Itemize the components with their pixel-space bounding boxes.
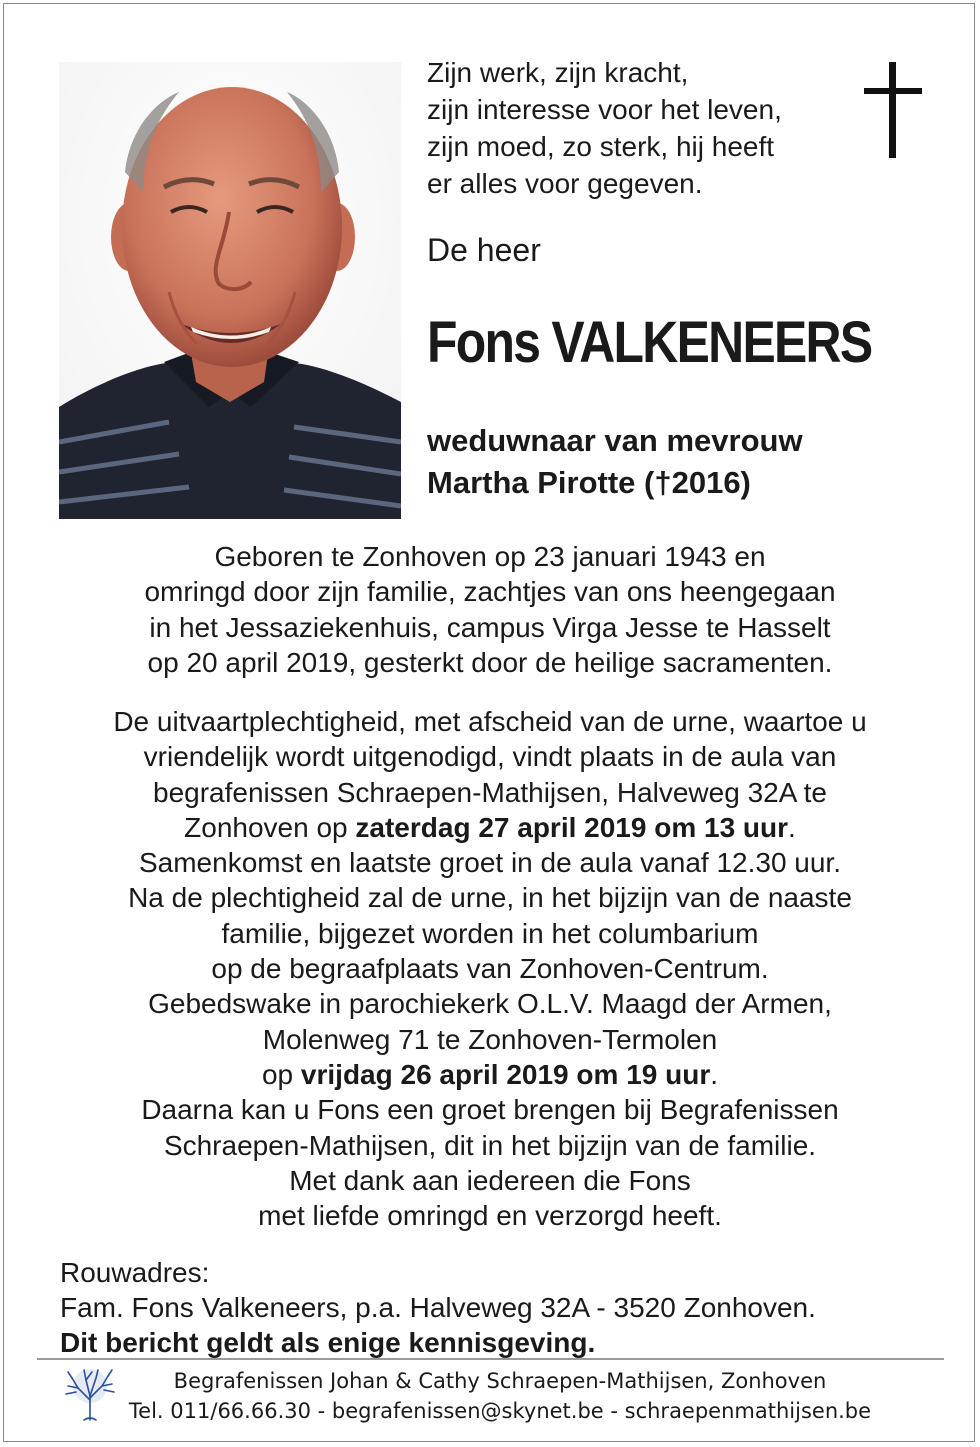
honorific: De heer [427, 232, 541, 268]
paragraph-line: Samenkomst en laatste groet in de aula vanaf 12.30 uur. [138, 847, 841, 879]
text-span: Zonhoven op [184, 811, 356, 843]
paragraph-line: Daarna kan u Fons een groet brengen bij Begrafenissen [141, 1094, 839, 1126]
contact-line: Tel. 011/66.66.30 - begrafenissen@skynet.be - schraepenmathijsen.be [128, 1399, 872, 1423]
paragraph-line: familie, bijgezet worden in het columbarium [221, 917, 759, 949]
funeral-date: zaterdag 27 april 2019 om 13 uur [355, 811, 789, 843]
birth-death-paragraph [40, 539, 940, 680]
paragraph-line: Na de plechtigheid zal de urne, in het bijzijn van de naaste [128, 882, 852, 914]
paragraph-line: omringd door zijn familie, zachtjes van ons heengegaan [144, 576, 836, 608]
spouse-line: weduwnaar van mevrouw [427, 423, 803, 458]
ceremony-paragraph [40, 704, 940, 1233]
poem-line: er alles voor gegeven. [427, 168, 703, 199]
paragraph-line: begrafenissen Schraepen-Mathijsen, Halveweg 32A te [153, 776, 827, 808]
wake-date: vrijdag 26 april 2019 om 19 uur [300, 1058, 711, 1090]
cross-icon [864, 62, 922, 158]
paragraph-line: op de begraafplaats van Zonhoven-Centrum. [211, 953, 769, 985]
paragraph-line: op 20 april 2019, gesterkt door de heilige sacramenten. [147, 646, 833, 678]
notice-line: Dit bericht geldt als enige kennisgeving. [60, 1327, 596, 1358]
poem-line: zijn moed, zo sterk, hij heeft [427, 131, 775, 162]
spouse-info [427, 420, 803, 504]
paragraph-line: De uitvaartplechtigheid, met afscheid van de urne, waartoe u [113, 706, 867, 737]
spouse-line: Martha Pirotte (†2016) [427, 465, 751, 500]
text-span: op [261, 1058, 301, 1090]
poem [427, 54, 782, 202]
poem-line: zijn interesse voor het leven, [427, 94, 782, 125]
paragraph-line: Molenweg 71 te Zonhoven-Termolen [262, 1023, 718, 1055]
paragraph-line: Geboren te Zonhoven op 23 januari 1943 en [214, 541, 766, 572]
paragraph-line [40, 810, 940, 845]
portrait-photo [59, 62, 401, 519]
address-line: Fam. Fons Valkeneers, p.a. Halveweg 32A - 3520 Zonhoven. [60, 1292, 816, 1323]
mourning-address [60, 1255, 816, 1360]
paragraph-line: Gebedswake in parochiekerk O.L.V. Maagd der Armen, [148, 988, 832, 1020]
paragraph-line: Schraepen-Mathijsen, dit in het bijzijn van de familie. [163, 1129, 817, 1161]
footer-divider [37, 1358, 944, 1360]
paragraph-line: Met dank aan iedereen die Fons [289, 1164, 691, 1196]
company-name: Begrafenissen Johan & Cathy Schraepen-Mathijsen, Zonhoven [173, 1369, 827, 1393]
footer [100, 1366, 900, 1426]
deceased-name: Fons VALKENEERS [427, 310, 872, 375]
paragraph-line: vriendelijk wordt uitgenodigd, vindt plaats in de aula van [143, 741, 837, 773]
text-span: . [710, 1058, 718, 1090]
paragraph-line: met liefde omringd en verzorgd heeft. [258, 1200, 722, 1232]
poem-line: Zijn werk, zijn kracht, [427, 57, 689, 88]
text-span: . [788, 811, 796, 843]
paragraph-line: in het Jessaziekenhuis, campus Virga Jesse te Hasselt [149, 611, 831, 643]
address-label: Rouwadres: [60, 1257, 210, 1288]
paragraph-line [40, 1057, 940, 1092]
